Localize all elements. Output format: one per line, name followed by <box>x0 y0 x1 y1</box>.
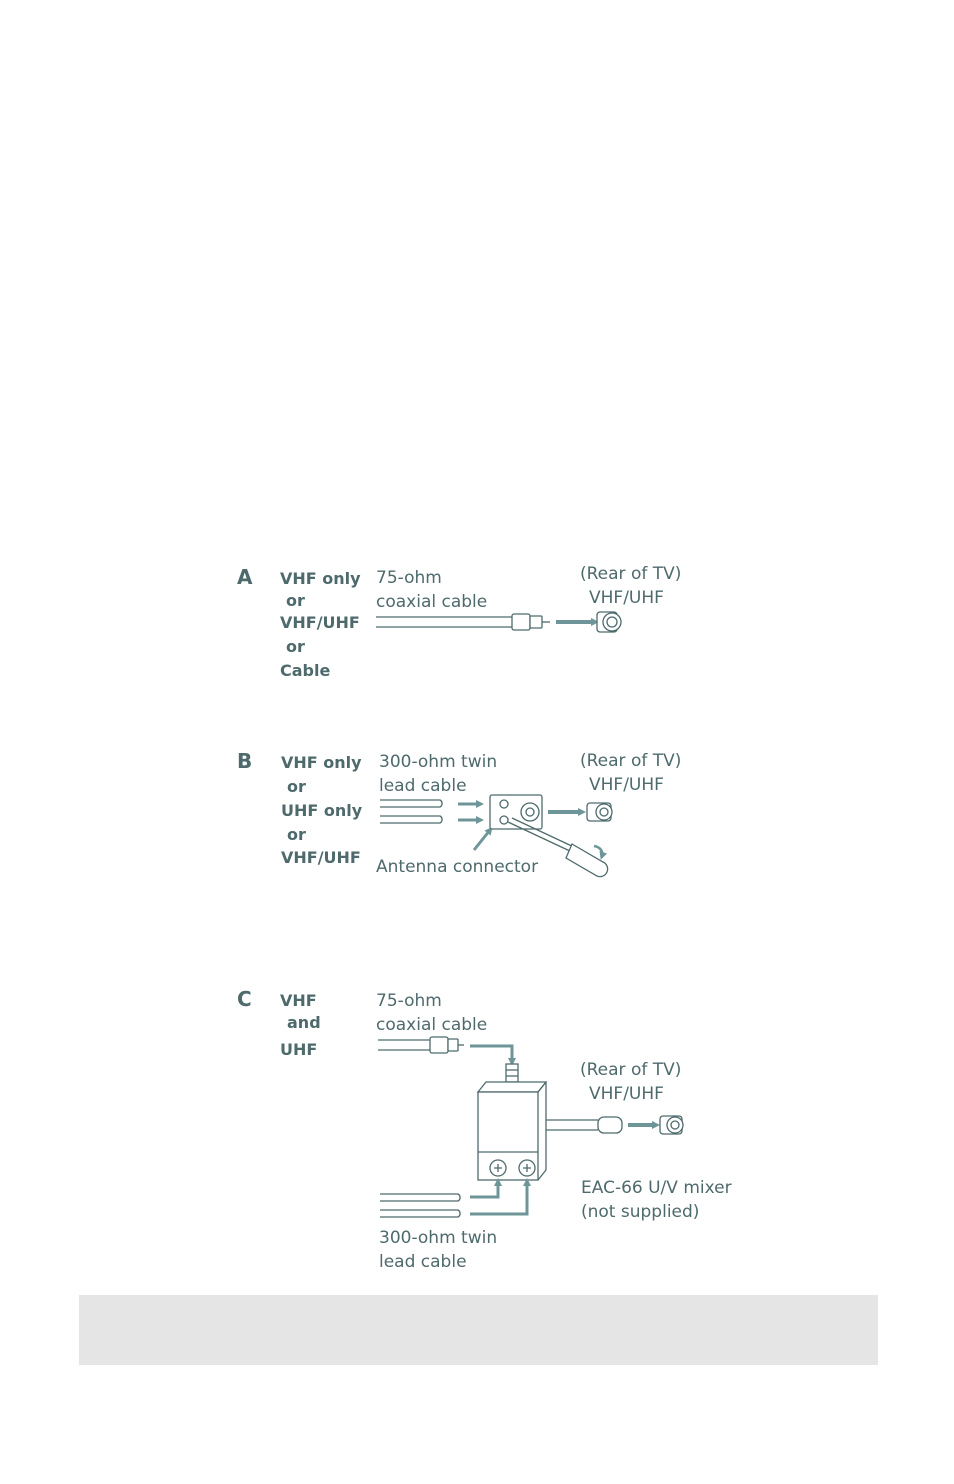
antenna-connector-icon <box>490 795 542 829</box>
section-c-cable-bottom-1: 300-ohm twin <box>379 1228 498 1248</box>
section-c-cable-top-1: 75-ohm <box>376 991 442 1011</box>
section-a-source-4: or <box>286 637 305 656</box>
section-b-cable-2: lead cable <box>379 776 467 796</box>
arrow-icon <box>474 830 490 850</box>
uv-mixer-icon <box>478 1064 546 1180</box>
section-b-cable-1: 300-ohm twin <box>379 752 498 772</box>
section-a-rear-2: VHF/UHF <box>589 588 664 608</box>
coaxial-cable-icon <box>378 1037 464 1053</box>
section-c-cable-bottom-2: lead cable <box>379 1252 467 1272</box>
section-b-source-5: VHF/UHF <box>281 848 361 867</box>
section-c-cable-top-2: coaxial cable <box>376 1015 488 1035</box>
coaxial-cable-icon <box>376 614 550 630</box>
arrow-icon <box>470 1046 512 1062</box>
section-c-source-1: VHF <box>280 991 317 1010</box>
section-b-source-1: VHF only <box>281 753 362 772</box>
section-a-source-3: VHF/UHF <box>280 613 360 632</box>
tv-jack-icon <box>597 612 621 632</box>
arrow-icon <box>470 1182 498 1197</box>
section-c-rear-1: (Rear of TV) <box>580 1060 682 1080</box>
section-a-cable-1: 75-ohm <box>376 568 442 588</box>
twin-lead-cable-icon <box>380 800 442 823</box>
rotate-arrow-icon <box>594 846 602 856</box>
section-a-cable-2: coaxial cable <box>376 592 488 612</box>
section-c-rear-2: VHF/UHF <box>589 1084 664 1104</box>
section-b-connector-label: Antenna connector <box>376 857 539 877</box>
tv-jack-icon <box>660 1116 683 1134</box>
section-a-letter: A <box>237 565 253 589</box>
section-c-mixer-1: EAC-66 U/V mixer <box>581 1178 732 1198</box>
section-a-source-1: VHF only <box>280 569 361 588</box>
section-c <box>237 987 732 1272</box>
section-b-rear-1: (Rear of TV) <box>580 751 682 771</box>
section-b-source-2: or <box>287 777 306 796</box>
output-cable-icon <box>546 1117 622 1133</box>
section-b-rear-2: VHF/UHF <box>589 775 664 795</box>
tv-jack-icon <box>587 803 612 821</box>
section-a-source-5: Cable <box>280 661 331 680</box>
twin-lead-cable-icon <box>380 1194 460 1217</box>
section-c-letter: C <box>237 987 252 1011</box>
section-b-source-4: or <box>287 825 306 844</box>
section-a-source-2: or <box>286 591 305 610</box>
section-b-letter: B <box>237 749 253 773</box>
footer-bar <box>79 1295 878 1365</box>
section-b-source-3: UHF only <box>281 801 363 820</box>
section-a-rear-1: (Rear of TV) <box>580 564 682 584</box>
section-c-source-3: UHF <box>280 1040 318 1059</box>
section-c-mixer-2: (not supplied) <box>581 1202 700 1222</box>
section-c-source-2: and <box>287 1013 321 1032</box>
section-a <box>237 564 681 680</box>
section-b <box>237 749 681 877</box>
